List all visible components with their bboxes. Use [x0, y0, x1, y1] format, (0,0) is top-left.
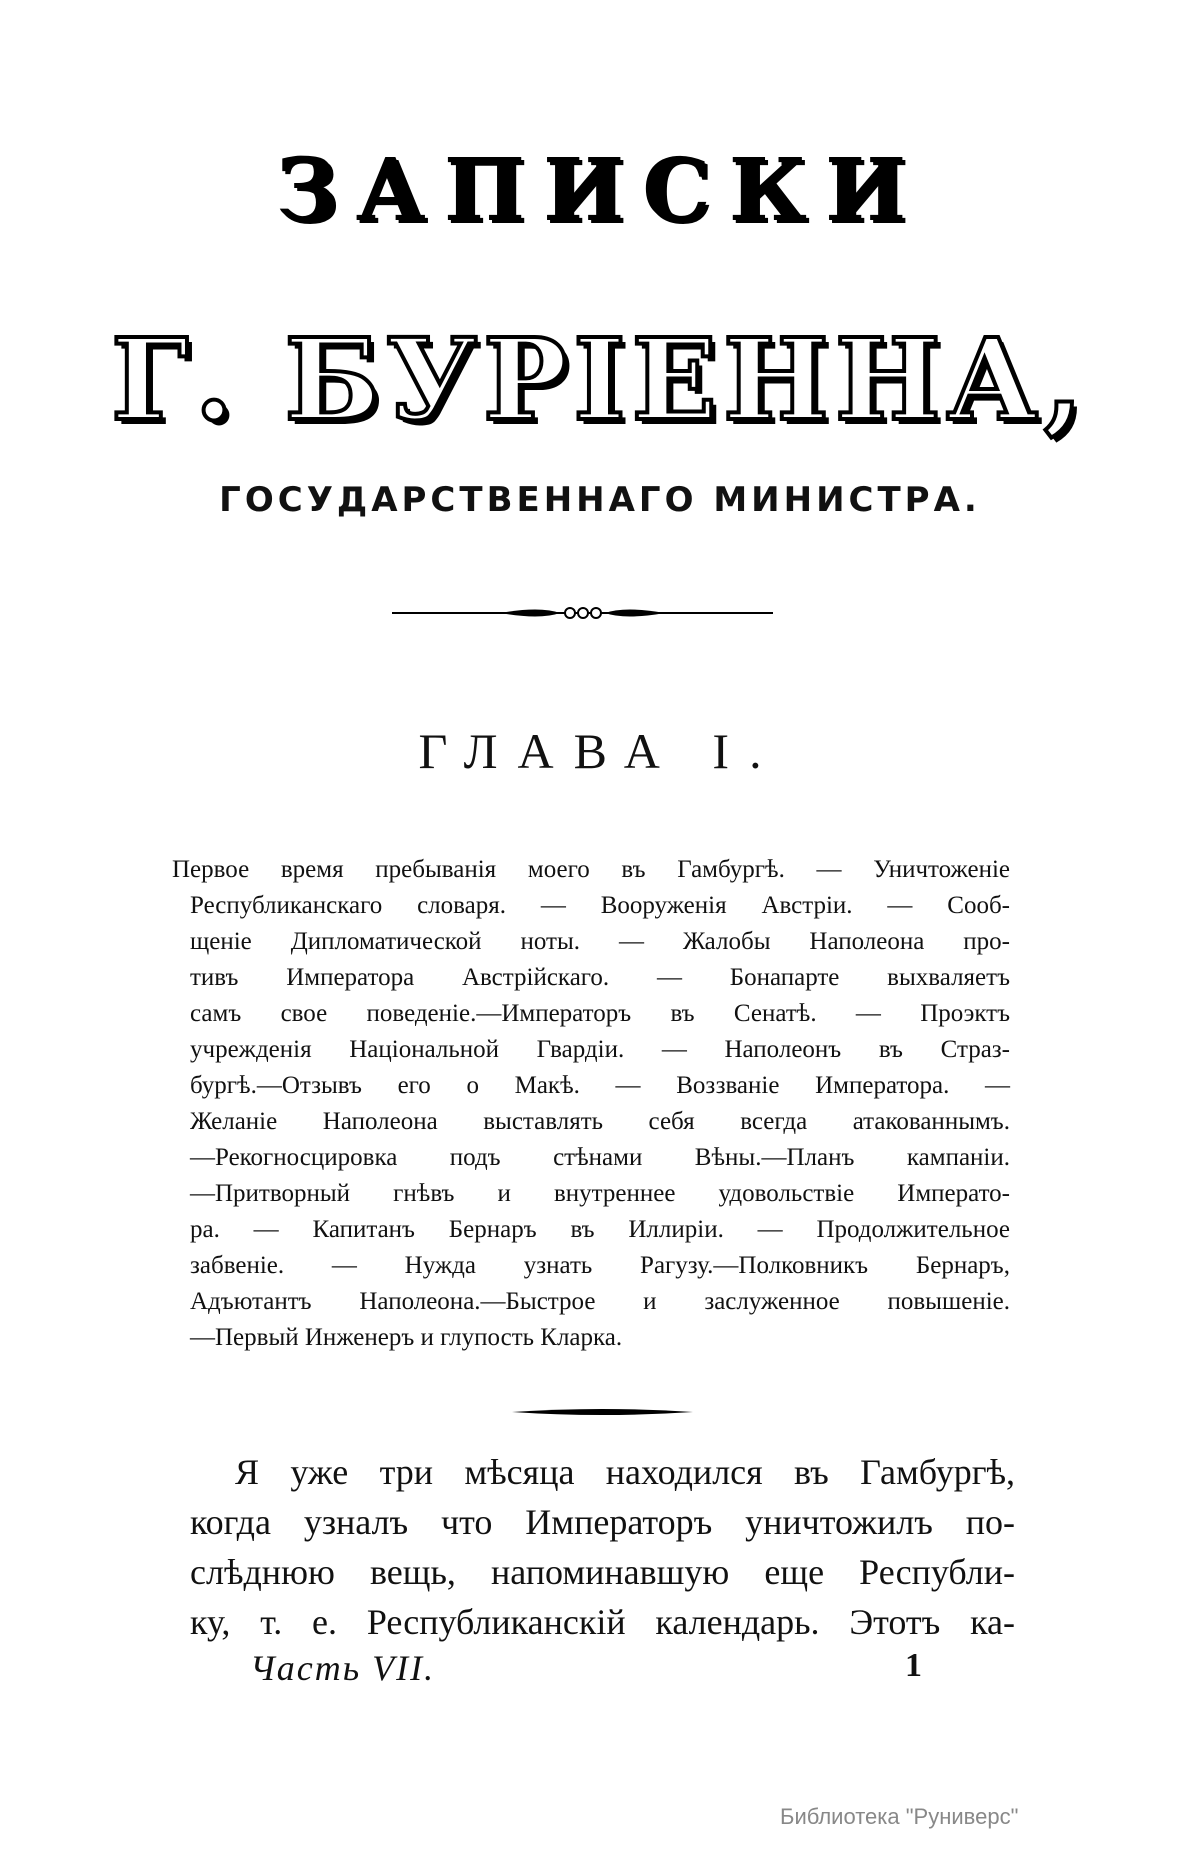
summary-line: —Рекогносцировка подъ стѣнами Вѣны.—Планъ кампаніи.: [190, 1144, 1010, 1171]
body-line: когда узналъ что Императоръ уничтожилъ по-: [190, 1502, 1015, 1542]
ornament-divider: [390, 598, 775, 628]
volume-signature: Часть VII.: [250, 1648, 436, 1688]
summary-line: самъ свое поведеніе.—Императоръ въ Сенатѣ. — Проэктъ: [190, 1000, 1010, 1027]
body-line: слѣднюю вещь, напоминавшую еще Республи-: [190, 1552, 1015, 1592]
chapter-heading: ГЛАВА I.: [418, 723, 782, 779]
summary-line: —Первый Инженеръ и глупость Кларка.: [190, 1324, 623, 1351]
chapter-summary: [172, 852, 1010, 1356]
body-line: Я уже три мѣсяца находился въ Гамбургѣ,: [235, 1452, 1015, 1492]
body-line: ку, т. е. Республиканскій календарь. Этотъ ка-: [190, 1602, 1015, 1642]
summary-line: Республиканскаго словаря. — Вооруженія Австріи. — Сооб-: [190, 892, 1010, 919]
summary-line: Желаніе Наполеона выставлять себя всегда атакованнымъ.: [190, 1108, 1010, 1135]
summary-line: забвеніе. — Нужда узнать Рагузу.—Полковникъ Бернаръ,: [190, 1252, 1010, 1279]
book-title-line-1: ЗАПИСКИ: [275, 140, 925, 241]
page-number: 1: [905, 1647, 922, 1684]
summary-line: ра. — Капитанъ Бернаръ въ Иллиріи. — Продолжительное: [190, 1216, 1010, 1243]
summary-line: тивъ Императора Австрійскаго. — Бонапарте выхваляетъ: [190, 964, 1010, 991]
library-watermark: Библиотека "Руниверс": [780, 1804, 1019, 1829]
summary-line: —Притворный гнѣвъ и внутреннее удовольствіе Императо-: [190, 1180, 1010, 1207]
body-paragraph: [190, 1447, 1015, 1647]
summary-line: учрежденія Національной Гвардіи. — Наполеонъ въ Страз-: [190, 1036, 1010, 1063]
summary-line: Первое время пребыванія моего въ Гамбургѣ. — Уничтоженіе: [172, 856, 1010, 883]
book-title-line-2: Г. БУРІЕННА,: [111, 315, 1089, 446]
summary-line: Адъютантъ Наполеона.—Быстрое и заслуженное повышеніе.: [190, 1288, 1010, 1315]
author-subtitle: ГОСУДАРСТВЕННАГО МИНИСТРА.: [219, 480, 981, 520]
summary-line: щеніе Дипломатической ноты. — Жалобы Наполеона про-: [190, 928, 1010, 955]
short-divider: [510, 1405, 695, 1419]
summary-line: бургѣ.—Отзывъ его о Макѣ. — Воззваніе Императора. —: [190, 1072, 1010, 1099]
